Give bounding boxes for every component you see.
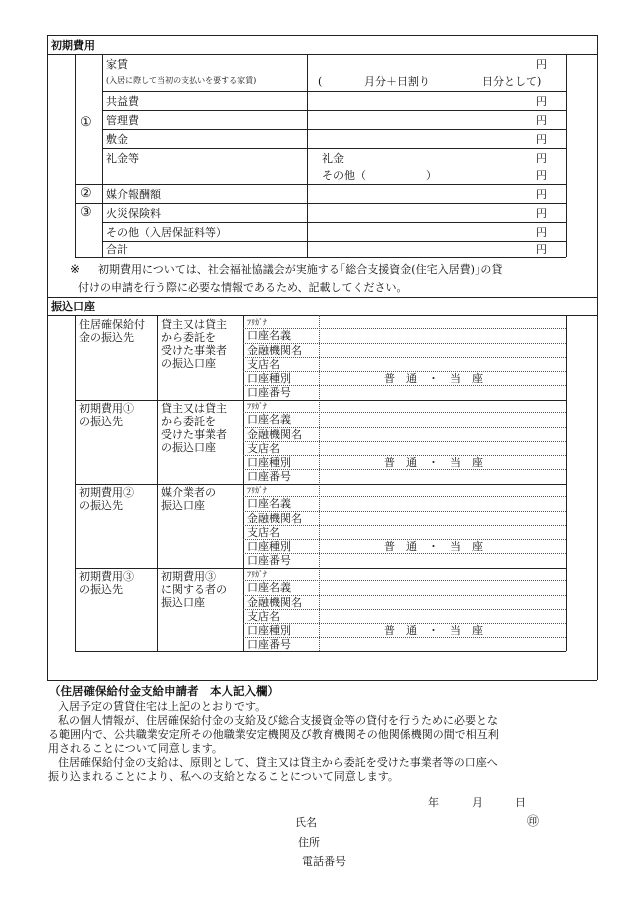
- note-line-1: 初期費用については、社会福祉協議会が実施する｢総合支援資金(住宅入居費)｣の貸: [98, 263, 503, 276]
- field-line: [243, 637, 566, 638]
- yen-unit: 円: [536, 188, 547, 201]
- row-number-3: ③: [80, 205, 92, 220]
- common-fee-label: 共益費: [106, 95, 139, 108]
- field-line: [243, 553, 566, 554]
- field-branch: 支店名: [247, 442, 280, 455]
- key-money-label: 礼金等: [106, 152, 139, 165]
- field-furigana: ﾌﾘｶﾞﾅ: [247, 570, 267, 579]
- payee-label: の振込口座: [161, 357, 216, 370]
- rent-note: (入居に際して当初の支払いを要する家賃): [106, 76, 257, 85]
- col-line-2: [102, 54, 103, 257]
- rent-calc-days: 日分として): [482, 75, 542, 88]
- field-line: [243, 496, 566, 497]
- field-line: [243, 357, 566, 358]
- field-bank-name: 金融機関名: [247, 344, 302, 357]
- row-line: [75, 257, 566, 258]
- bank-bottom: [75, 651, 566, 652]
- note-mark: ※: [70, 262, 81, 276]
- brokerage-label: 媒介報酬額: [106, 188, 161, 201]
- row-line: [102, 129, 566, 130]
- account-type-options: 普 通 ・ 当 座: [384, 624, 483, 637]
- account-type-options: 普 通 ・ 当 座: [384, 456, 483, 469]
- col-line-3: [307, 54, 308, 257]
- field-line: [243, 412, 566, 413]
- rent-label: 家賃: [106, 58, 128, 71]
- bank-title: 振込口座: [51, 300, 95, 313]
- other-fee-label: その他（入居保証料等）: [106, 226, 227, 239]
- other-sub-close: ）: [426, 169, 437, 182]
- bank-col-4: [566, 315, 567, 651]
- field-line: [243, 441, 566, 442]
- date-month: 月: [472, 796, 483, 809]
- frame-right: [597, 35, 598, 680]
- field-account-number: 口座番号: [247, 470, 291, 483]
- field-bank-name: 金融機関名: [247, 512, 302, 525]
- seal-icon: ㊞: [527, 814, 540, 828]
- applicant-para-3a: 住居確保給付金の支給は、原則として、貸主又は貸主から委託を受けた事業者等の口座へ: [58, 756, 498, 769]
- applicant-para-2a: 私の個人情報が、住居確保給付金の支給及び総合支援資金等の貸付を行うために必要とな: [58, 714, 498, 727]
- group-label: 金の振込先: [79, 331, 134, 344]
- payee-label: 貸主又は貸主: [161, 402, 227, 415]
- bank-divider: [47, 297, 597, 298]
- payee-label: から委託を: [161, 331, 216, 344]
- fire-insurance-label: 火災保険料: [106, 207, 161, 220]
- group-label: の振込先: [79, 583, 123, 596]
- group-label: の振込先: [79, 499, 123, 512]
- yen-unit: 円: [536, 169, 547, 182]
- field-line: [243, 469, 566, 470]
- col-line-1: [75, 54, 76, 257]
- group-line: [75, 484, 566, 485]
- group-line: [75, 400, 566, 401]
- account-type-options: 普 通 ・ 当 座: [384, 540, 483, 553]
- payee-label: の振込口座: [161, 441, 216, 454]
- row-number-2: ②: [80, 186, 92, 201]
- field-account-type: 口座種別: [247, 456, 291, 469]
- field-account-number: 口座番号: [247, 638, 291, 651]
- title-divider: [47, 54, 597, 55]
- rent-calc-months: 月分＋日割り: [364, 75, 430, 88]
- bank-title-divider: [47, 315, 597, 316]
- payee-label: 振込口座: [161, 499, 205, 512]
- field-furigana: ﾌﾘｶﾞﾅ: [247, 402, 267, 411]
- account-type-options: 普 通 ・ 当 座: [384, 372, 483, 385]
- row-line: [102, 91, 566, 92]
- group-label: 初期費用③: [79, 570, 134, 583]
- field-account-type: 口座種別: [247, 540, 291, 553]
- name-label: 氏名: [295, 816, 317, 829]
- bank-col-dotted: [319, 315, 320, 651]
- payee-label: に関する者の: [161, 583, 227, 596]
- field-account-name: 口座名義: [247, 581, 291, 594]
- field-line: [243, 580, 566, 581]
- field-account-name: 口座名義: [247, 329, 291, 342]
- field-line: [243, 385, 566, 386]
- field-account-type: 口座種別: [247, 372, 291, 385]
- yen-unit: 円: [536, 95, 547, 108]
- other-sub-open: その他（: [322, 169, 366, 182]
- group-label: 初期費用②: [79, 486, 134, 499]
- payee-label: 初期費用③: [161, 570, 216, 583]
- yen-unit: 円: [536, 114, 547, 127]
- frame-bottom: [47, 680, 597, 681]
- initial-cost-title: 初期費用: [51, 39, 95, 52]
- group-label: の振込先: [79, 415, 123, 428]
- field-account-name: 口座名義: [247, 413, 291, 426]
- yen-unit: 円: [536, 58, 547, 71]
- payee-label: から委託を: [161, 415, 216, 428]
- yen-unit: 円: [536, 243, 547, 256]
- row-line: [75, 184, 566, 185]
- applicant-para-2b: る範囲内で、公共職業安定所その他職業安定機関及び教育機関その他関係機関の間で相互利: [48, 728, 499, 741]
- phone-label: 電話番号: [302, 855, 346, 868]
- field-branch: 支店名: [247, 358, 280, 371]
- field-furigana: ﾌﾘｶﾞﾅ: [247, 486, 267, 495]
- field-line: [243, 525, 566, 526]
- applicant-para-1: 入居予定の賃貸住宅は上記のとおりです。: [58, 700, 267, 713]
- bank-col-3: [243, 315, 244, 651]
- field-branch: 支店名: [247, 610, 280, 623]
- field-account-name: 口座名義: [247, 497, 291, 510]
- field-branch: 支店名: [247, 526, 280, 539]
- group-label: 初期費用①: [79, 402, 134, 415]
- group-label: 住居確保給付: [79, 318, 145, 331]
- payee-label: 貸主又は貸主: [161, 318, 227, 331]
- payee-label: 媒介業者の: [161, 486, 216, 499]
- field-line: [243, 328, 566, 329]
- address-label: 住所: [298, 836, 320, 849]
- rent-calc-open: (: [318, 75, 323, 88]
- field-line: [243, 609, 566, 610]
- yen-unit: 円: [536, 152, 547, 165]
- row-line: [102, 222, 566, 223]
- applicant-heading: （住居確保給付金支給申請者 本人記入欄）: [49, 684, 279, 698]
- row-number-1: ①: [80, 115, 92, 130]
- applicant-para-2c: 用されることについて同意します。: [48, 742, 223, 755]
- payee-label: 受けた事業者: [161, 344, 227, 357]
- col-line-4: [566, 54, 567, 257]
- frame-left: [47, 35, 48, 680]
- yen-unit: 円: [536, 207, 547, 220]
- row-line: [102, 241, 566, 242]
- note-line-2: 付けの申請を行う際に必要な情報であるため、記載してください。: [78, 281, 408, 294]
- deposit-label: 敷金: [106, 133, 128, 146]
- payee-label: 振込口座: [161, 596, 205, 609]
- field-account-number: 口座番号: [247, 554, 291, 567]
- field-account-type: 口座種別: [247, 624, 291, 637]
- field-furigana: ﾌﾘｶﾞﾅ: [247, 318, 267, 327]
- date-year: 年: [428, 796, 439, 809]
- bank-col-2: [157, 315, 158, 651]
- date-day: 日: [515, 796, 526, 809]
- total-label: 合計: [106, 243, 128, 256]
- key-money-sub: 礼金: [322, 152, 344, 165]
- row-line: [102, 110, 566, 111]
- yen-unit: 円: [536, 133, 547, 146]
- frame-top: [47, 35, 597, 36]
- row-line: [75, 203, 566, 204]
- management-fee-label: 管理費: [106, 114, 139, 127]
- field-bank-name: 金融機関名: [247, 596, 302, 609]
- field-bank-name: 金融機関名: [247, 428, 302, 441]
- bank-col-1: [75, 315, 76, 651]
- applicant-para-3b: 振り込まれることにより、私への支給となることについて同意します。: [48, 770, 399, 783]
- yen-unit: 円: [536, 226, 547, 239]
- row-line: [102, 148, 566, 149]
- field-account-number: 口座番号: [247, 386, 291, 399]
- payee-label: 受けた事業者: [161, 428, 227, 441]
- group-line: [75, 568, 566, 569]
